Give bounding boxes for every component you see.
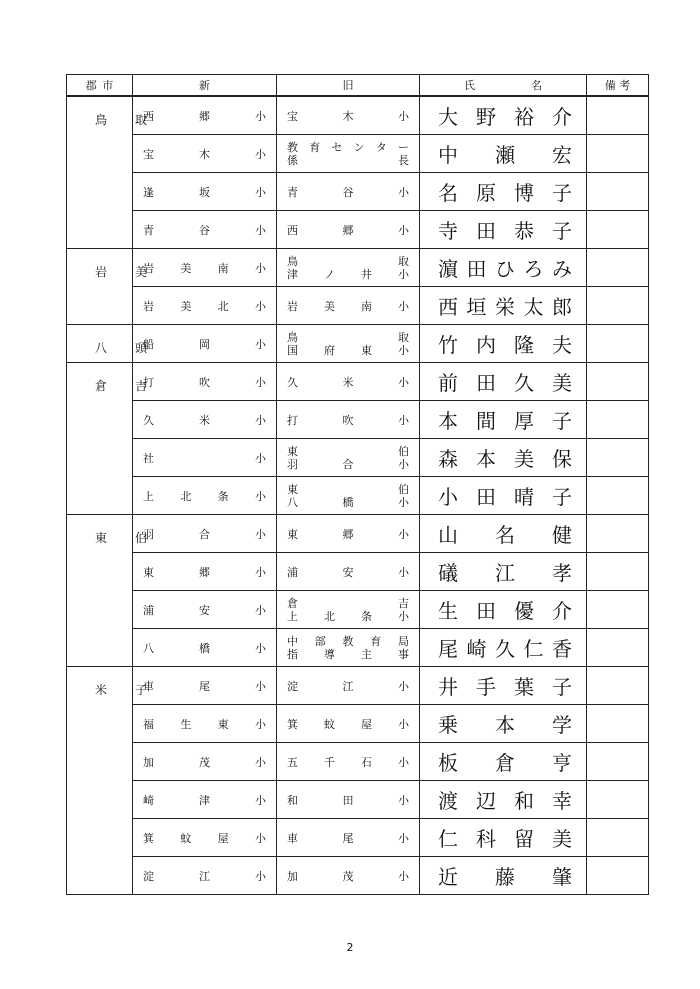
page-number: 2 <box>346 941 354 954</box>
school-line: 上 北 条 小 <box>287 609 409 623</box>
person-name: 板 倉 亨 <box>438 751 572 775</box>
old-school-cell <box>277 173 420 211</box>
district-cell <box>67 515 148 667</box>
district-label: 米 子 <box>95 683 148 697</box>
table-row <box>67 743 649 781</box>
table-row <box>67 705 649 743</box>
table-row <box>67 173 649 211</box>
school-line: 西 郷 小 <box>143 109 266 123</box>
person-name-cell <box>420 629 587 667</box>
person-name: 名 原 博 子 <box>438 181 572 205</box>
school-line: 上 北 条 小 <box>143 489 266 503</box>
person-name: 近 藤 肇 <box>438 865 572 889</box>
old-school-cell <box>277 553 420 591</box>
person-name: 乗 本 学 <box>438 713 572 737</box>
table-row <box>67 857 649 895</box>
old-school-cell <box>277 591 420 629</box>
table-row <box>67 515 649 553</box>
table-row <box>67 325 649 363</box>
district-label: 八 頭 <box>95 341 148 355</box>
old-school-cell <box>277 287 420 325</box>
table-row <box>67 477 649 515</box>
district-label: 岩 美 <box>95 265 148 279</box>
new-school-cell <box>133 553 277 591</box>
school-line: 青 谷 小 <box>287 185 409 199</box>
school-line: 崎 津 小 <box>143 793 266 807</box>
school-line: 国 府 東 小 <box>287 343 409 357</box>
school-line: 津 ノ 井 小 <box>287 267 409 281</box>
school-line: 羽 合 小 <box>287 457 409 471</box>
new-school-cell <box>133 781 277 819</box>
person-name-cell <box>420 173 587 211</box>
person-name-cell <box>420 781 587 819</box>
person-name-cell <box>420 211 587 249</box>
school-line: 加 茂 小 <box>287 869 409 883</box>
header-remarks: 備 考 <box>587 75 649 97</box>
school-line: 教 育 セ ン タ ー <box>287 140 409 154</box>
person-name: 生 田 優 介 <box>438 599 572 623</box>
district-cell <box>67 363 148 515</box>
person-name: 濵 田 ひ ろ み <box>438 257 572 281</box>
school-line: 係 長 <box>287 153 409 167</box>
school-line: 船 岡 小 <box>143 337 266 351</box>
person-name: 尾 崎 久 仁 香 <box>438 637 572 661</box>
person-name-cell <box>420 705 587 743</box>
person-name-cell <box>420 249 587 287</box>
header-row <box>67 75 649 97</box>
old-school-cell <box>277 629 420 667</box>
old-school-cell <box>277 96 420 135</box>
district-cell <box>67 96 148 249</box>
remarks-cell <box>587 401 649 439</box>
district-label: 東 伯 <box>95 531 148 545</box>
new-school-cell <box>133 857 277 895</box>
school-line: 岩 美 南 小 <box>287 299 409 313</box>
school-line: 八 橋 小 <box>143 641 266 655</box>
remarks-cell <box>587 705 649 743</box>
person-name: 山 名 健 <box>438 523 572 547</box>
remarks-cell <box>587 629 649 667</box>
table-row <box>67 249 649 287</box>
school-line: 青 谷 小 <box>143 223 266 237</box>
person-name: 仁 科 留 美 <box>438 827 572 851</box>
person-name-cell <box>420 96 587 135</box>
person-name-cell <box>420 591 587 629</box>
new-school-cell <box>133 629 277 667</box>
district-cell <box>67 325 148 363</box>
table-row <box>67 287 649 325</box>
table-row <box>67 439 649 477</box>
school-line: 岩 美 北 小 <box>143 299 266 313</box>
new-school-cell <box>133 819 277 857</box>
district-cell <box>67 667 148 895</box>
remarks-cell <box>587 363 649 401</box>
person-name: 中 瀬 宏 <box>438 143 572 167</box>
remarks-cell <box>587 96 649 135</box>
school-line: 久 米 小 <box>287 375 409 389</box>
person-name: 礒 江 孝 <box>438 561 572 585</box>
person-name-cell <box>420 477 587 515</box>
old-school-cell <box>277 477 420 515</box>
school-line: 指 導 主 事 <box>287 647 409 661</box>
person-name-cell <box>420 135 587 173</box>
new-school-cell <box>133 705 277 743</box>
person-name: 井 手 葉 子 <box>438 675 572 699</box>
school-line: 社 小 <box>143 451 266 465</box>
person-name-cell <box>420 287 587 325</box>
remarks-cell <box>587 781 649 819</box>
school-line: 車 尾 小 <box>287 831 409 845</box>
table-row <box>67 553 649 591</box>
old-school-cell <box>277 667 420 705</box>
school-line: 五 千 石 小 <box>287 755 409 769</box>
old-school-cell <box>277 705 420 743</box>
school-line: 加 茂 小 <box>143 755 266 769</box>
old-school-cell <box>277 743 420 781</box>
remarks-cell <box>587 515 649 553</box>
person-name: 森 本 美 保 <box>438 447 572 471</box>
person-name: 大 野 裕 介 <box>438 105 572 129</box>
new-school-cell <box>133 135 277 173</box>
remarks-cell <box>587 325 649 363</box>
header-new-school: 新 <box>133 75 277 97</box>
school-line: 浦 安 小 <box>287 565 409 579</box>
school-line: 箕 蚊 屋 小 <box>143 831 266 845</box>
remarks-cell <box>587 553 649 591</box>
school-line: 東 郷 小 <box>287 527 409 541</box>
person-name: 渡 辺 和 幸 <box>438 789 572 813</box>
remarks-cell <box>587 211 649 249</box>
remarks-cell <box>587 743 649 781</box>
school-line: 鳥 取 <box>287 330 409 344</box>
school-line: 淀 江 小 <box>287 679 409 693</box>
table-row <box>67 401 649 439</box>
person-name: 寺 田 恭 子 <box>438 219 572 243</box>
header-old-school: 旧 <box>277 75 420 97</box>
school-line: 箕 蚊 屋 小 <box>287 717 409 731</box>
school-line: 西 郷 小 <box>287 223 409 237</box>
table-row <box>67 135 649 173</box>
old-school-cell <box>277 819 420 857</box>
person-name: 前 田 久 美 <box>438 371 572 395</box>
person-name-cell <box>420 667 587 705</box>
school-line: 八 橋 小 <box>287 495 409 509</box>
new-school-cell <box>133 211 277 249</box>
district-label: 鳥 取 <box>95 113 148 127</box>
table-row <box>67 591 649 629</box>
table-row <box>67 667 649 705</box>
school-line: 鳥 取 <box>287 254 409 268</box>
school-line: 羽 合 小 <box>143 527 266 541</box>
school-line: 倉 吉 <box>287 596 409 610</box>
new-school-cell <box>133 287 277 325</box>
school-line: 淀 江 小 <box>143 869 266 883</box>
remarks-cell <box>587 477 649 515</box>
school-line: 中 部 教 育 局 <box>287 634 409 648</box>
school-line: 久 米 小 <box>143 413 266 427</box>
school-line: 打 吹 小 <box>143 375 266 389</box>
district-label: 倉 吉 <box>95 379 148 393</box>
old-school-cell <box>277 781 420 819</box>
remarks-cell <box>587 249 649 287</box>
old-school-cell <box>277 249 420 287</box>
school-line: 逢 坂 小 <box>143 185 266 199</box>
person-name: 小 田 晴 子 <box>438 485 572 509</box>
person-name-cell <box>420 515 587 553</box>
person-name-cell <box>420 363 587 401</box>
person-name: 竹 内 隆 夫 <box>438 333 572 357</box>
school-line: 車 尾 小 <box>143 679 266 693</box>
school-line: 岩 美 南 小 <box>143 261 266 275</box>
personnel-table <box>66 74 649 895</box>
person-name: 西 垣 栄 太 郎 <box>438 295 572 319</box>
new-school-cell <box>133 743 277 781</box>
school-line: 東 郷 小 <box>143 565 266 579</box>
table-row <box>67 96 649 135</box>
person-name-cell <box>420 439 587 477</box>
school-line: 打 吹 小 <box>287 413 409 427</box>
remarks-cell <box>587 857 649 895</box>
header-district: 郡 市 <box>67 75 133 97</box>
remarks-cell <box>587 287 649 325</box>
old-school-cell <box>277 439 420 477</box>
new-school-cell <box>133 173 277 211</box>
table-row <box>67 363 649 401</box>
remarks-cell <box>587 439 649 477</box>
new-school-cell <box>133 439 277 477</box>
person-name-cell <box>420 401 587 439</box>
person-name-cell <box>420 857 587 895</box>
person-name-cell <box>420 553 587 591</box>
district-cell <box>67 249 148 325</box>
remarks-cell <box>587 591 649 629</box>
old-school-cell <box>277 401 420 439</box>
header-name: 氏 名 <box>420 75 587 97</box>
remarks-cell <box>587 819 649 857</box>
table-row <box>67 819 649 857</box>
old-school-cell <box>277 135 420 173</box>
school-line: 宝 木 小 <box>143 147 266 161</box>
remarks-cell <box>587 667 649 705</box>
old-school-cell <box>277 211 420 249</box>
school-line: 宝 木 小 <box>287 109 409 123</box>
table-row <box>67 211 649 249</box>
school-line: 福 生 東 小 <box>143 717 266 731</box>
school-line: 東 伯 <box>287 482 409 496</box>
school-line: 和 田 小 <box>287 793 409 807</box>
table-row <box>67 629 649 667</box>
new-school-cell <box>133 591 277 629</box>
person-name-cell <box>420 325 587 363</box>
remarks-cell <box>587 135 649 173</box>
school-line: 東 伯 <box>287 444 409 458</box>
old-school-cell <box>277 515 420 553</box>
person-name-cell <box>420 743 587 781</box>
table-row <box>67 781 649 819</box>
new-school-cell <box>133 401 277 439</box>
old-school-cell <box>277 325 420 363</box>
school-line: 浦 安 小 <box>143 603 266 617</box>
remarks-cell <box>587 173 649 211</box>
old-school-cell <box>277 363 420 401</box>
person-name-cell <box>420 819 587 857</box>
new-school-cell <box>133 477 277 515</box>
person-name: 本 間 厚 子 <box>438 409 572 433</box>
old-school-cell <box>277 857 420 895</box>
